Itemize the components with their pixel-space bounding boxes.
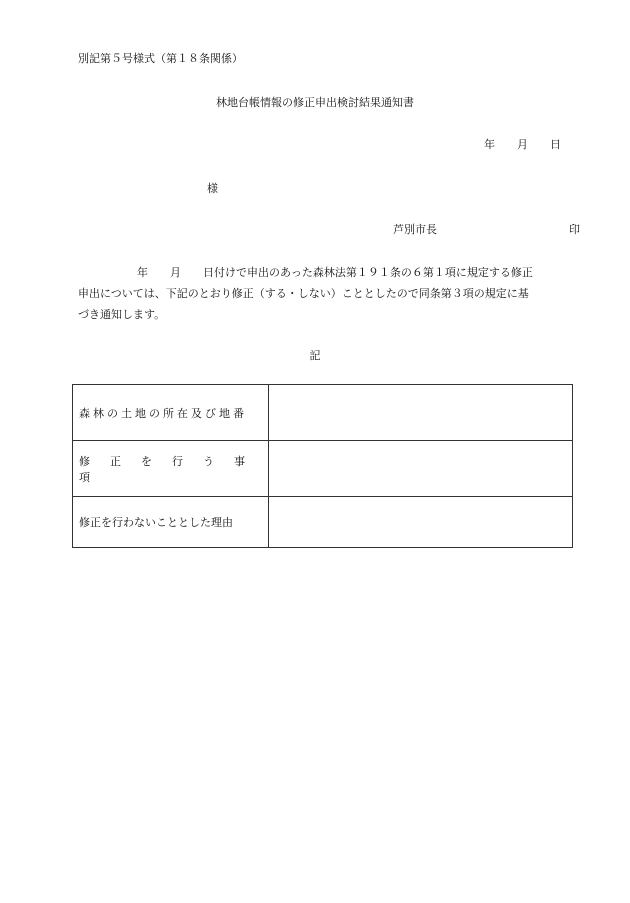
body-year-label: 年 <box>137 266 148 279</box>
ki-heading: 記 <box>309 349 321 362</box>
date-line <box>484 136 561 152</box>
form-number: 別記第５号様式（第１８条関係） <box>78 52 243 65</box>
sender-name: 芦別市長 <box>393 223 437 236</box>
sender-line <box>393 221 580 237</box>
table-row <box>73 497 573 548</box>
body-line-1 <box>78 262 570 283</box>
record-table <box>72 384 573 548</box>
table-row <box>73 385 573 441</box>
row-value-correction-items <box>269 441 573 497</box>
row-label-correction-items: 修正を行う事項 <box>73 441 269 497</box>
body-line-3: づき通知します。 <box>78 308 166 321</box>
date-day-label: 日 <box>550 138 561 151</box>
body-line-1-text: 日付けで申出のあった森林法第１９１条の６第１項に規定する修正 <box>203 266 533 279</box>
addressee-suffix: 様 <box>207 182 218 195</box>
date-month-label: 月 <box>517 138 528 151</box>
row-value-location <box>269 385 573 441</box>
row-label-location: 森林の土地の所在及び地番 <box>73 385 269 441</box>
body-text <box>78 262 570 325</box>
seal-mark: 印 <box>569 223 580 236</box>
body-month-label: 月 <box>170 266 181 279</box>
row-label-no-correction-reason: 修正を行わないこととした理由 <box>73 497 269 548</box>
date-year-label: 年 <box>484 138 495 151</box>
table-row <box>73 441 573 497</box>
body-line-2: 申出については、下記のとおり修正（する・しない）こととしたので同条第３項の規定に基 <box>78 287 529 300</box>
document-title: 林地台帳情報の修正申出検討結果通知書 <box>216 96 414 109</box>
row-value-no-correction-reason <box>269 497 573 548</box>
